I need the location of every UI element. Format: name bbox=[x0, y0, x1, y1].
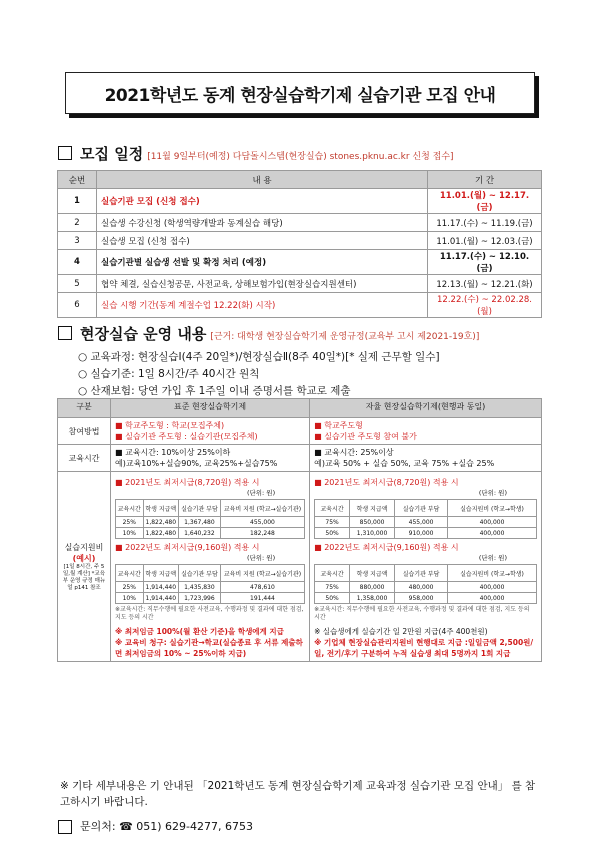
schedule-row: 5 협약 체결, 실습신청공문, 사전교육, 상해보험가입(현장실습지원센터) 12.13.(월) ~ 12.21.(화) bbox=[58, 275, 542, 293]
row-period: 11.17.(수) ~ 12.10.(금) bbox=[428, 250, 542, 275]
row-content: 협약 체결, 실습신청공문, 사전교육, 상해보험가입(현장실습지원센터) bbox=[97, 275, 428, 293]
support-autonomous: ■ 2021년도 최저시급(8,720원) 적용 시 (단위: 원) 교육시간 학생 지급액 실습기관 부담 실습지원비 (학교→학생) 75% 850,000 455,000 400,000 50% 1,310,000 910,000 400,000 ■ 2022년도 최저시급(9,160원) 적용 시 (단위: 원) 교육시간 학생 지급액 실습기관 부담 실습지원비 (학교→학생) 75% 880,000 480,000 400,000 50% 1,358,000 958,000 400,000 ※교육시간: 직무수행에 필요한 사전교육, 수행과정 및 결과에 대한 점검, 지도 등의 시간 ※ 실습생에게 실습기간 일 2만원 지급(4주 400천원) ※ 기업체 현장실습관리지원비 현행대로 지급 :일일금액 2,500원/일, 전기/후기 구분하여 누적 실습생 최대 5명까지 1회 지급 bbox=[310, 472, 542, 662]
bullet-insurance: ○ 산재보험: 당연 가입 후 1주일 이내 증명서를 학교로 제출 bbox=[78, 385, 351, 397]
col-autonomous: 자율 현장실습학기제(현행과 동일) bbox=[310, 399, 542, 418]
schedule-row: 1 실습기관 모집 (신청 접수) 11.01.(월) ~ 12.17.(금) bbox=[58, 189, 542, 214]
operation-bullets bbox=[78, 349, 440, 400]
label-support: 실습지원비 (예시) [1일 8시간, 주 5일,월 계산] *교육부 운영 규정 매뉴얼 p141 참조 bbox=[58, 472, 111, 662]
bullet-hours: ○ 실습기준: 1일 8시간/주 40시간 원칙 bbox=[78, 368, 260, 380]
support-standard: ■ 2021년도 최저시급(8,720원) 적용 시 (단위: 원) 교육시간 학생 지급액 실습기관 부담 교육비 지원 (학교→실습기관) 25% 1,822,480 1,367,480 455,000 10% 1,822,480 1,640,232 182,248 ■ 2022년도 최저시급(9,160원) 적용 시 (단위: 원) 교육시간 학생 지급액 실습기관 부담 교육비 지원 (학교→실습기관) 25% 1,914,440 1,435,830 478,610 10% 1,914,440 1,723,996 191,444 ※교육시간: 직무수행에 필요한 사전교육, 수행과정 및 결과에 대한 점검, 지도 등의 시간 ※ 최저임금 100%(월 환산 기준)을 학생에게 지급 ※ 교육비 청구: 실습기관→학교(실습종료 후 서류 제출하면 최저임금의 10% ~ 25%이하 지급) bbox=[111, 472, 310, 662]
auto-2021-table: 교육시간 학생 지급액 실습기관 부담 실습지원비 (학교→학생) 75% 850,000 455,000 400,000 50% 1,310,000 910,000 400,000 bbox=[314, 499, 537, 539]
col-content: 내 용 bbox=[97, 171, 428, 189]
footer-note: ※ 기타 세부내용은 기 안내된 「2021학년도 동계 현장실습학기제 교육과정 실습기관 모집 안내」 를 참고하시기 바랍니다. bbox=[60, 780, 536, 808]
schedule-subtitle: [11월 9일부터(예정) 다담돌시스템(현장실습) stones.pknu.ac.kr 신청 접수] bbox=[147, 152, 454, 162]
checkbox-square-icon bbox=[58, 820, 72, 834]
section-operation-heading bbox=[58, 323, 479, 344]
auto-2022-table: 교육시간 학생 지급액 실습기관 부담 실습지원비 (학교→학생) 75% 880,000 480,000 400,000 50% 1,358,000 958,000 400,000 bbox=[314, 564, 537, 604]
row-content: 실습기관별 실습생 선발 및 확정 처리 (예정) bbox=[97, 250, 428, 275]
schedule-table bbox=[57, 170, 542, 318]
row-support bbox=[58, 472, 542, 662]
row-content: 실습 시행 기간(동계 계절수업 12.22(화) 시작) bbox=[97, 293, 428, 318]
section-schedule-heading bbox=[58, 143, 454, 164]
std-2021-table: 교육시간 학생 지급액 실습기관 부담 교육비 지원 (학교→실습기관) 25% 1,822,480 1,367,480 455,000 10% 1,822,480 1,640,232 182,248 bbox=[115, 499, 305, 539]
row-period: 11.17.(수) ~ 11.19.(금) bbox=[428, 214, 542, 232]
row-period: 12.13.(월) ~ 12.21.(화) bbox=[428, 275, 542, 293]
row-period: 11.01.(월) ~ 12.03.(금) bbox=[428, 232, 542, 250]
col-category: 구분 bbox=[58, 399, 111, 418]
row-content: 실습생 모집 (신청 접수) bbox=[97, 232, 428, 250]
operation-table bbox=[57, 398, 542, 662]
schedule-row: 2 실습생 수강신청 (학생역량개발과 동계실습 해당) 11.17.(수) ~ 11.19.(금) bbox=[58, 214, 542, 232]
row-period: 11.01.(월) ~ 12.17.(금) bbox=[428, 189, 542, 214]
contact-text: 문의처: ☎ 051) 629-4277, 6753 bbox=[80, 820, 254, 833]
col-period: 기 간 bbox=[428, 171, 542, 189]
col-standard: 표준 현장실습학기제 bbox=[111, 399, 310, 418]
row-period: 12.22.(수) ~ 22.02.28.(월) bbox=[428, 293, 542, 318]
schedule-row: 4 실습기관별 실습생 선발 및 확정 처리 (예정) 11.17.(수) ~ 12.10.(금) bbox=[58, 250, 542, 275]
operation-subtitle: [근거: 대학생 현장실습학기제 운영규정(교육부 고시 제2021-19호)] bbox=[210, 332, 480, 342]
row-content: 실습기관 모집 (신청 접수) bbox=[97, 189, 428, 214]
bullet-course: ○ 교육과정: 현장실습Ⅰ(4주 20일*)/현장실습Ⅱ(8주 40일*)[* 실제 근무할 일수] bbox=[78, 351, 440, 363]
checkbox-square-icon bbox=[58, 326, 72, 340]
checkbox-square-icon bbox=[58, 146, 72, 160]
schedule-row: 6 실습 시행 기간(동계 계절수업 12.22(화) 시작) 12.22.(수) ~ 22.02.28.(월) bbox=[58, 293, 542, 318]
contact-line bbox=[58, 818, 253, 834]
row-edu-hours: 교육시간 ■ 교육시간: 10%이상 25%이하 예)교육10%+실습90%, 교육25%+실습75% ■ 교육시간: 25%이상 예)교육 50% + 실습 50%, 교육 75% +실습 25% bbox=[58, 445, 542, 472]
col-no: 순번 bbox=[58, 171, 97, 189]
label-hours: 교육시간 bbox=[58, 445, 111, 472]
row-join-method: 참여방법 ■ 학교주도형 : 학교(모집주체) ■ 실습기관 주도형 : 실습기관(모집주체) ■ 학교주도형 ■ 실습기관 주도형 참여 불가 bbox=[58, 418, 542, 445]
std-2022-table: 교육시간 학생 지급액 실습기관 부담 교육비 지원 (학교→실습기관) 25% 1,914,440 1,435,830 478,610 10% 1,914,440 1,723,996 191,444 bbox=[115, 564, 305, 604]
label-join: 참여방법 bbox=[58, 418, 111, 445]
page-title bbox=[65, 72, 535, 114]
schedule-row: 3 실습생 모집 (신청 접수) 11.01.(월) ~ 12.03.(금) bbox=[58, 232, 542, 250]
title-text: 2021학년도 동계 현장실습학기제 실습기관 모집 안내 bbox=[104, 85, 496, 106]
row-content: 실습생 수강신청 (학생역량개발과 동계실습 해당) bbox=[97, 214, 428, 232]
operation-heading-text: 현장실습 운영 내용 bbox=[80, 325, 207, 343]
schedule-heading-text: 모집 일정 bbox=[80, 145, 144, 163]
